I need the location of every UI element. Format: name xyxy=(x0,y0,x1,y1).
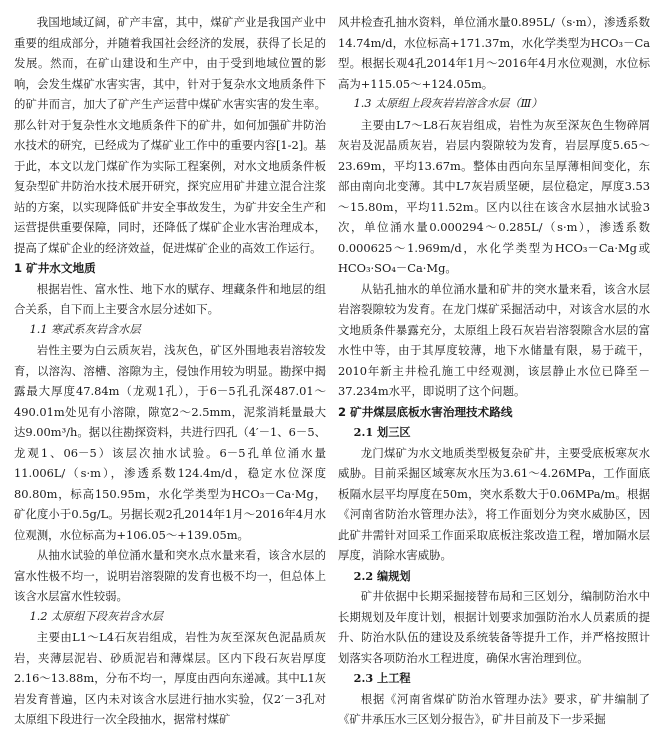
intro-paragraph: 我国地域辽阔，矿产丰富，其中，煤矿产业是我国产业中重要的组成部分，并随着我国社会经济的发展，获得了长足的发展。然而，在矿山建设和生产中，由于受到地域位置的影响，会发生煤矿水害实害，其中，针对于复杂水文地质条件下的矿井而言，加大了矿产生产运营中煤矿水害实害的发生率。那么针对于复杂性水文地质条件下的矿井，如何加强矿井防治水技术的研究，已经成为了煤矿业工作中的重要内容[1-2]。基于此，本文以龙门煤矿作为实际工程案例，对水文地质条件板复杂型矿井防治水技术展开研究，探究应用矿井建立混合注浆站的方案，以实现降低矿井安全事故发生，为矿井安全生产和运营提供重要保障，同时，还降低了煤矿企业水害治理成本，提高了煤矿企业的经济效益，促进煤矿企业的高效工作运行。 xyxy=(14,15,326,255)
section-1-3-paragraph-2: 从钻孔抽水的单位涌水量和矿井的突水量来看，该含水层岩溶裂隙较为发育。在龙门煤矿采掘活动中，对该含水层的水文地质条件暴露充分，太原组上段石灰岩岩溶裂隙含水层的富水性中等，由于其厚度较薄，地下水储量有限，易于疏干，2010年新主井检孔施工中经观测，该层静止水位已降至－37.234m水平，即说明了这个问题。 xyxy=(338,281,650,398)
section-1-heading: 1 矿井水文地质 xyxy=(14,261,96,275)
section-1-2-paragraph: 主要由L1～L4石灰岩组成，岩性为灰至深灰色泥晶质灰岩，夹薄层泥岩、砂质泥岩和薄煤层。区内下段石灰岩厚度2.16～13.88m，分布不均一，厚度由西向东递减。其中L1灰岩发育普遍，区内未对该含水层进行抽水实验，仅2′－3孔对太原组下段进行一次全段抽水，据常村煤矿 xyxy=(14,630,326,726)
section-2-2-paragraph: 矿井依据中长期采掘接替布局和三区划分，编制防治水中长期规划及年度计划，根据计划要求加强防治水人员素质的提升、防治水队伍的建设及系统装备等提升工作，并严格按照计划落实各项防治水工程进度，确保水害治理到位。 xyxy=(338,589,650,665)
section-2-heading: 2 矿井煤层底板水害治理技术路线 xyxy=(338,404,513,419)
section-2-1-paragraph: 龙门煤矿为水文地质类型极复杂矿井，主要受底板寒灰水威胁。目前采掘区域寒灰水压为3.61～4.26MPa，工作面底板隔水层平均厚度在50m，突水系数大于0.06MPa/m。根据《河南省防治水管理办法》，将工作面划分为突水威胁区，因此矿井需针对回采工作面采取底板注浆改造工程，增加隔水层厚度，消除水害威胁。 xyxy=(338,445,650,562)
section-1-2-heading: 1.2 太原组下段灰岩含水层 xyxy=(29,609,163,623)
section-1-1-heading: 1.1 寒武系灰岩含水层 xyxy=(29,322,141,336)
section-2-3-paragraph: 根据《河南省煤矿防治水管理办法》要求，矿井编制了《矿井承压水三区划分报告》，矿井目前及下一步采掘 xyxy=(338,691,650,726)
section-1-1-paragraph-2: 从抽水试验的单位涌水量和突水点水量来看，该含水层的富水性极不均一，说明岩溶裂隙的发育也极不均一，但总体上该含水层富水性较弱。 xyxy=(14,548,326,603)
right-column xyxy=(338,12,650,730)
section-1-paragraph: 根据岩性、富水性、地下水的赋存、埋藏条件和地层的组合关系，自下而上主要含水层分述如下。 xyxy=(14,281,326,316)
section-1-1-paragraph: 岩性主要为白云质灰岩，浅灰色，矿区外围地表岩溶较发育，以溶沟、溶槽、溶隙为主，侵蚀作用较为明显。勘探中揭露最大厚度47.84m（龙观1孔），于6－5孔孔深487.01～490.01m处见有小溶隙，隙宽2～2.5mm，泥浆消耗量最大达9.00m³/h。据以往勘探资料，共进行四孔（4′－1、6－5、龙观1、06－5）该层次抽水试验。6－5孔单位涌水量11.006L/（s·m），渗透系数124.4m/d，稳定水位深度80.80m，标高150.95m，水化学类型为HCO₃－Ca·Mg，矿化度小于0.5g/L。另据长观2孔2014年1月～2016年4月水位观测，水位标高为+106.05～+139.05m。 xyxy=(14,343,326,542)
section-1-3-paragraph: 主要由L7～L8石灰岩组成，岩性为灰至深灰色生物碎屑灰岩及泥晶质灰岩，岩层内裂隙较为发育，岩层厚度5.65～23.69m，平均13.67m。整体由西向东呈厚薄相间变化，东部由南向北变薄。其中L7灰岩质坚硬，层位稳定，厚度3.53～15.80m，平均11.52m。区内以往在该含水层抽水试验3次，单位涌水量0.000294～0.285L/（s·m），渗透系数0.000625～1.969m/d，水化学类型为HCO₃－Ca·Mg或HCO₃·SO₄－Ca·Mg。 xyxy=(338,117,650,275)
continued-paragraph: 风井检查孔抽水资料，单位涌水量0.895L/（s·m），渗透系数14.74m/d，水位标高+171.37m，水化学类型为HCO₃－Ca型。根据长观4孔2014年1月～2016年4月水位观测，水位标高为+115.05～+124.05m。 xyxy=(338,15,650,91)
left-column xyxy=(14,12,326,730)
section-1-3-heading: 1.3 太原组上段灰岩岩溶含水层（Ⅲ） xyxy=(353,97,543,110)
section-2-3-heading: 2.3 上工程 xyxy=(353,671,411,685)
section-2-2-heading: 2.2 编规划 xyxy=(353,568,411,583)
section-2-1-heading: 2.1 划三区 xyxy=(353,425,411,439)
